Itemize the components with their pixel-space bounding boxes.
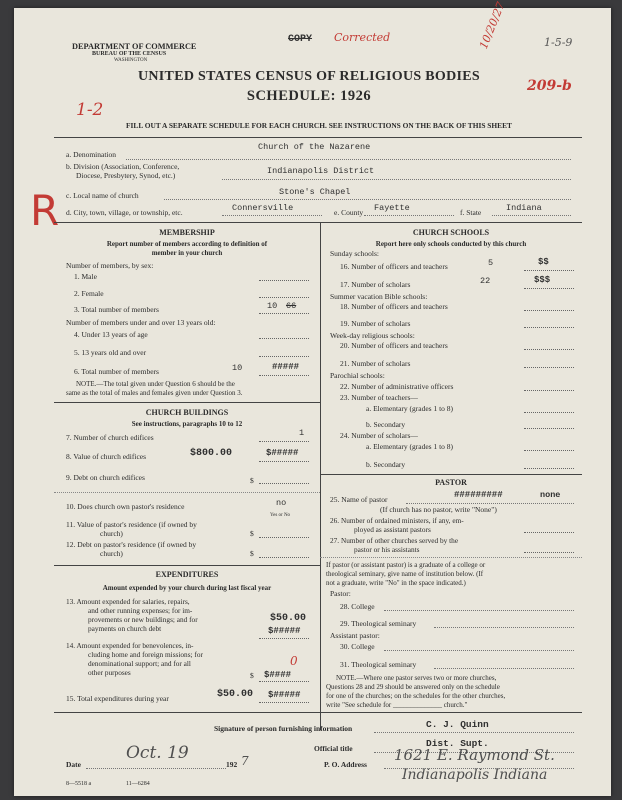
- membership-note-2: same as the total of males and females given under Question 3.: [66, 389, 243, 397]
- dollar-sign: $: [250, 549, 254, 558]
- sex-label: Number of members, by sex:: [66, 261, 154, 270]
- q13-blank: [259, 638, 309, 639]
- divider: [54, 137, 582, 138]
- q13-line: payments on church debt: [88, 624, 162, 633]
- schedule-title: SCHEDULE: 1926: [246, 88, 372, 104]
- q13-line: and other running expenses; for im-: [88, 606, 193, 615]
- page-mark: 1-2: [76, 100, 104, 120]
- q7-value: 1: [299, 428, 305, 438]
- q6-value: 10: [232, 363, 243, 373]
- title-value: Dist. Supt.: [426, 738, 489, 749]
- q20-label: 20. Number of officers and teachers: [340, 341, 448, 350]
- parochial-label: Parochial schools:: [330, 371, 385, 380]
- census-schedule-page: [14, 0, 611, 796]
- q6-total: 6. Total number of members: [74, 367, 159, 376]
- state-value: Indiana: [506, 203, 542, 213]
- q26-line: ployed as assistant pastors: [354, 525, 431, 534]
- po-value: 1621 E. Raymond St.: [394, 746, 555, 764]
- q16-value: 5: [488, 258, 494, 268]
- r-mark: R: [30, 186, 60, 235]
- local-name-value: Stone's Chapel: [279, 187, 351, 197]
- pastor-heading: PASTOR: [435, 478, 467, 487]
- q24-label: 24. Number of scholars—: [340, 431, 418, 440]
- q12-blank: [259, 557, 309, 558]
- po-label: P. O. Address: [324, 760, 367, 769]
- signature-value: C. J. Quinn: [426, 719, 489, 730]
- q30-label: 30. College: [340, 642, 375, 651]
- graduate-instruction: [326, 561, 485, 588]
- division-value: Indianapolis District: [267, 166, 375, 176]
- q4-under-13: 4. Under 13 years of age: [74, 330, 148, 339]
- file-code: 209-b: [527, 78, 572, 94]
- q8-blank: [259, 461, 309, 462]
- q24b-blank: [524, 468, 574, 469]
- membership-intro-2: member in your church: [151, 249, 223, 257]
- graduate-line: not a graduate, write "No" in the space indicated.): [326, 579, 466, 587]
- q8-crossed: $#####: [266, 448, 299, 458]
- q3-blank: [259, 313, 309, 314]
- q28-line: [384, 610, 574, 611]
- q23b-blank: [524, 428, 574, 429]
- divider: [320, 474, 582, 475]
- q13-label: [66, 597, 198, 633]
- q16-label: 16. Number of officers and teachers: [340, 262, 448, 271]
- q10-value: no: [276, 498, 287, 508]
- q31-label: 31. Theological seminary: [340, 660, 417, 669]
- q22-label: 22. Number of administrative officers: [340, 382, 454, 391]
- q11-blank: [259, 537, 309, 538]
- pastor-note-line: NOTE.—Where one pastor serves two or more churches,: [336, 674, 497, 682]
- denomination-line: [126, 159, 571, 160]
- state-label: f. State: [460, 208, 482, 217]
- q17-blank: [524, 288, 574, 289]
- q8-value: $800.00: [190, 448, 233, 459]
- q1-male: 1. Male: [74, 272, 97, 281]
- q5-blank: [259, 356, 309, 357]
- q23-label: 23. Number of teachers—: [340, 393, 418, 402]
- denomination-value: Church of the Nazarene: [258, 142, 371, 152]
- city-label: d. City, town, village, or township, etc.: [66, 208, 183, 217]
- age-label: Number of members under and over 13 years old:: [66, 318, 216, 327]
- instruction-line: FILL OUT A SEPARATE SCHEDULE FOR EACH CHURCH. SEE INSTRUCTIONS ON THE BACK OF THIS SHEET: [126, 121, 512, 130]
- divider: [54, 402, 320, 403]
- form-number: 8—5518 a: [66, 781, 92, 787]
- county-line: [364, 215, 454, 216]
- q23a-blank: [524, 412, 574, 413]
- dollar-sign: $: [250, 529, 254, 538]
- schools-sub: Report here only schools conducted by this church: [375, 240, 527, 248]
- q18-label: 18. Number of officers and teachers: [340, 302, 448, 311]
- q25-crossed: #########: [454, 490, 503, 500]
- county-label: e. County: [334, 208, 364, 217]
- q15-total: 15. Total expenditures during year: [66, 694, 169, 703]
- corrected-note: Corrected: [334, 31, 391, 44]
- graduate-line: If pastor (or assistant pastor) is a graduate of a college or: [326, 561, 486, 569]
- q9-debt: 9. Debt on church edifices: [66, 473, 145, 482]
- graduate-line: theological seminary, give name of institution below. (If: [326, 570, 484, 578]
- state-line: [492, 215, 571, 216]
- q3-crossed: 66: [286, 301, 297, 311]
- denomination-label: a. Denomination: [66, 150, 116, 159]
- q25-label: 25. Name of pastor: [330, 495, 388, 504]
- q16-blank: [524, 270, 574, 271]
- q14-line: cluding home and foreign missions; for: [88, 650, 203, 659]
- q17-value: 22: [480, 276, 491, 286]
- pastor-note: [326, 674, 505, 710]
- q18-blank: [524, 310, 574, 311]
- date-value: Oct. 19: [126, 743, 189, 763]
- copy-stamp: COPY: [288, 34, 313, 45]
- q19-label: 19. Number of scholars: [340, 319, 411, 328]
- q24a-blank: [524, 450, 574, 451]
- assistant-label: Assistant pastor:: [330, 631, 380, 640]
- q28-label: 28. College: [340, 602, 375, 611]
- q27-blank: [524, 552, 574, 553]
- q1-blank: [259, 280, 309, 281]
- q5-over-13: 5. 13 years old and over: [74, 348, 147, 357]
- washington-label: WASHINGTON: [114, 58, 148, 63]
- q16-crossed: $$: [538, 257, 549, 267]
- q15-crossed: $#####: [268, 690, 301, 700]
- q31-line: [434, 668, 574, 669]
- q23b-label: b. Secondary: [366, 420, 406, 429]
- local-name-line: [164, 199, 571, 200]
- city-line: [222, 215, 322, 216]
- dollar-sign: $: [250, 476, 254, 485]
- division-label-2: Diocese, Presbytery, Synod, etc.): [76, 171, 176, 180]
- q13-line: 13. Amount expended for salaries, repairs,: [66, 597, 190, 606]
- q25-line: [406, 503, 574, 504]
- print-number: 11—6284: [126, 781, 150, 787]
- q3-value: 10: [267, 301, 278, 311]
- date-note: 10/20/27: [477, 0, 508, 51]
- title-label: Official title: [314, 744, 353, 753]
- q10-hint: Yes or No: [270, 513, 291, 518]
- q29-line: [434, 627, 574, 628]
- q24b-label: b. Secondary: [366, 460, 406, 469]
- signature-line: [374, 732, 574, 733]
- q13-line: provements or new buildings; and for: [88, 615, 198, 624]
- q23a-label: a. Elementary (grades 1 to 8): [366, 404, 454, 413]
- date-line: [86, 768, 226, 769]
- q30-line: [384, 650, 574, 651]
- weekday-label: Week-day religious schools:: [330, 331, 415, 340]
- divider: [54, 712, 582, 713]
- bureau-name: BUREAU OF THE CENSUS: [92, 51, 167, 57]
- q21-blank: [524, 367, 574, 368]
- q15-blank: [259, 702, 309, 703]
- city-value: Connersville: [232, 203, 294, 213]
- membership-note-1: NOTE.—The total given under Question 6 should be the: [76, 380, 235, 388]
- q4-blank: [259, 338, 309, 339]
- county-value: Fayette: [374, 203, 410, 213]
- q19-blank: [524, 327, 574, 328]
- q12-label-2: church): [100, 549, 123, 558]
- divider: [54, 492, 320, 493]
- corner-code: 1-5-9: [544, 36, 573, 49]
- q25-note: (If church has no pastor, write "None"): [380, 505, 497, 514]
- date-label: Date: [66, 760, 81, 769]
- q14-line: denominational support; and for all: [88, 659, 191, 668]
- q14-label: [66, 641, 203, 677]
- q22-blank: [524, 390, 574, 391]
- divider: [54, 565, 320, 566]
- q14-value: 0: [290, 654, 298, 668]
- q13-crossed: $#####: [268, 626, 301, 636]
- q9-blank: [259, 483, 309, 484]
- membership-intro-1: Report number of members according to definition of: [106, 240, 268, 248]
- buildings-sub: See instructions, paragraphs 10 to 12: [131, 420, 243, 428]
- membership-heading: MEMBERSHIP: [159, 228, 215, 237]
- department-name: DEPARTMENT OF COMMERCE: [72, 42, 197, 51]
- q10-residence: 10. Does church own pastor's residence: [66, 502, 185, 511]
- q11-label-1: 11. Value of pastor's residence (if owned by: [66, 520, 197, 529]
- q17-label: 17. Number of scholars: [340, 280, 411, 289]
- q13-value: $50.00: [270, 613, 307, 624]
- q6-crossed: #####: [272, 362, 300, 372]
- q27-label: [330, 536, 458, 554]
- division-label-1: b. Division (Association, Conference,: [66, 162, 180, 171]
- q21-label: 21. Number of scholars: [340, 359, 411, 368]
- q12-label-1: 12. Debt on pastor's residence (if owned by: [66, 540, 197, 549]
- signature-label: Signature of person furnishing information: [214, 724, 353, 733]
- q26-line: 26. Number of ordained ministers, if any, em-: [330, 516, 464, 525]
- buildings-heading: CHURCH BUILDINGS: [145, 408, 229, 417]
- q26-label: [330, 516, 464, 534]
- expenditures-heading: EXPENDITURES: [155, 570, 219, 579]
- q26-blank: [524, 532, 574, 533]
- q2-blank: [259, 297, 309, 298]
- schools-heading: CHURCH SCHOOLS: [412, 228, 490, 237]
- q20-blank: [524, 349, 574, 350]
- pastor-note-line: write "See schedule for ______________ church.": [326, 701, 468, 709]
- q7-edifices: 7. Number of church edifices: [66, 433, 154, 442]
- q3-total: 3. Total number of members: [74, 305, 159, 314]
- q29-label: 29. Theological seminary: [340, 619, 417, 628]
- q25-value: none: [540, 490, 561, 500]
- form-title: UNITED STATES CENSUS OF RELIGIOUS BODIES: [137, 69, 480, 84]
- q24a-label: a. Elementary (grades 1 to 8): [366, 442, 454, 451]
- divider: [54, 222, 582, 223]
- po-value-2: Indianapolis Indiana: [402, 767, 548, 783]
- q6-blank: [259, 375, 309, 376]
- pastor-note-line: for one of the churches; on the schedules for the other churches,: [326, 692, 506, 700]
- q8-value-label: 8. Value of church edifices: [66, 452, 147, 461]
- q14-line: other purposes: [88, 668, 131, 677]
- q27-line: pastor or his assistants: [354, 545, 420, 554]
- pastor-note-line: Questions 28 and 29 should be answered only on the schedule: [326, 683, 500, 691]
- divider: [320, 557, 582, 558]
- q14-blank: [259, 681, 309, 682]
- dollar-sign: $: [250, 671, 254, 680]
- q14-crossed: $####: [264, 670, 292, 680]
- q11-label-2: church): [100, 529, 123, 538]
- expenditures-sub: Amount expended by your church during last fiscal year: [102, 584, 272, 592]
- division-line: [222, 179, 571, 180]
- local-name-label: c. Local name of church: [66, 191, 139, 200]
- q14-line: 14. Amount expended for benevolences, in-: [66, 641, 194, 650]
- q2-female: 2. Female: [74, 289, 104, 298]
- q17-crossed: $$$: [534, 275, 551, 285]
- q15-value: $50.00: [217, 689, 254, 700]
- pastor-label: Pastor:: [330, 589, 351, 598]
- q27-line: 27. Number of other churches served by the: [330, 536, 459, 545]
- po-line: [384, 768, 574, 769]
- summer-label: Summer vacation Bible schools:: [330, 292, 428, 301]
- year-label: 192: [226, 760, 238, 769]
- column-divider: [320, 222, 321, 730]
- sunday-label: Sunday schools:: [330, 249, 379, 258]
- q7-blank: [259, 441, 309, 442]
- year-hand: 7: [241, 754, 249, 768]
